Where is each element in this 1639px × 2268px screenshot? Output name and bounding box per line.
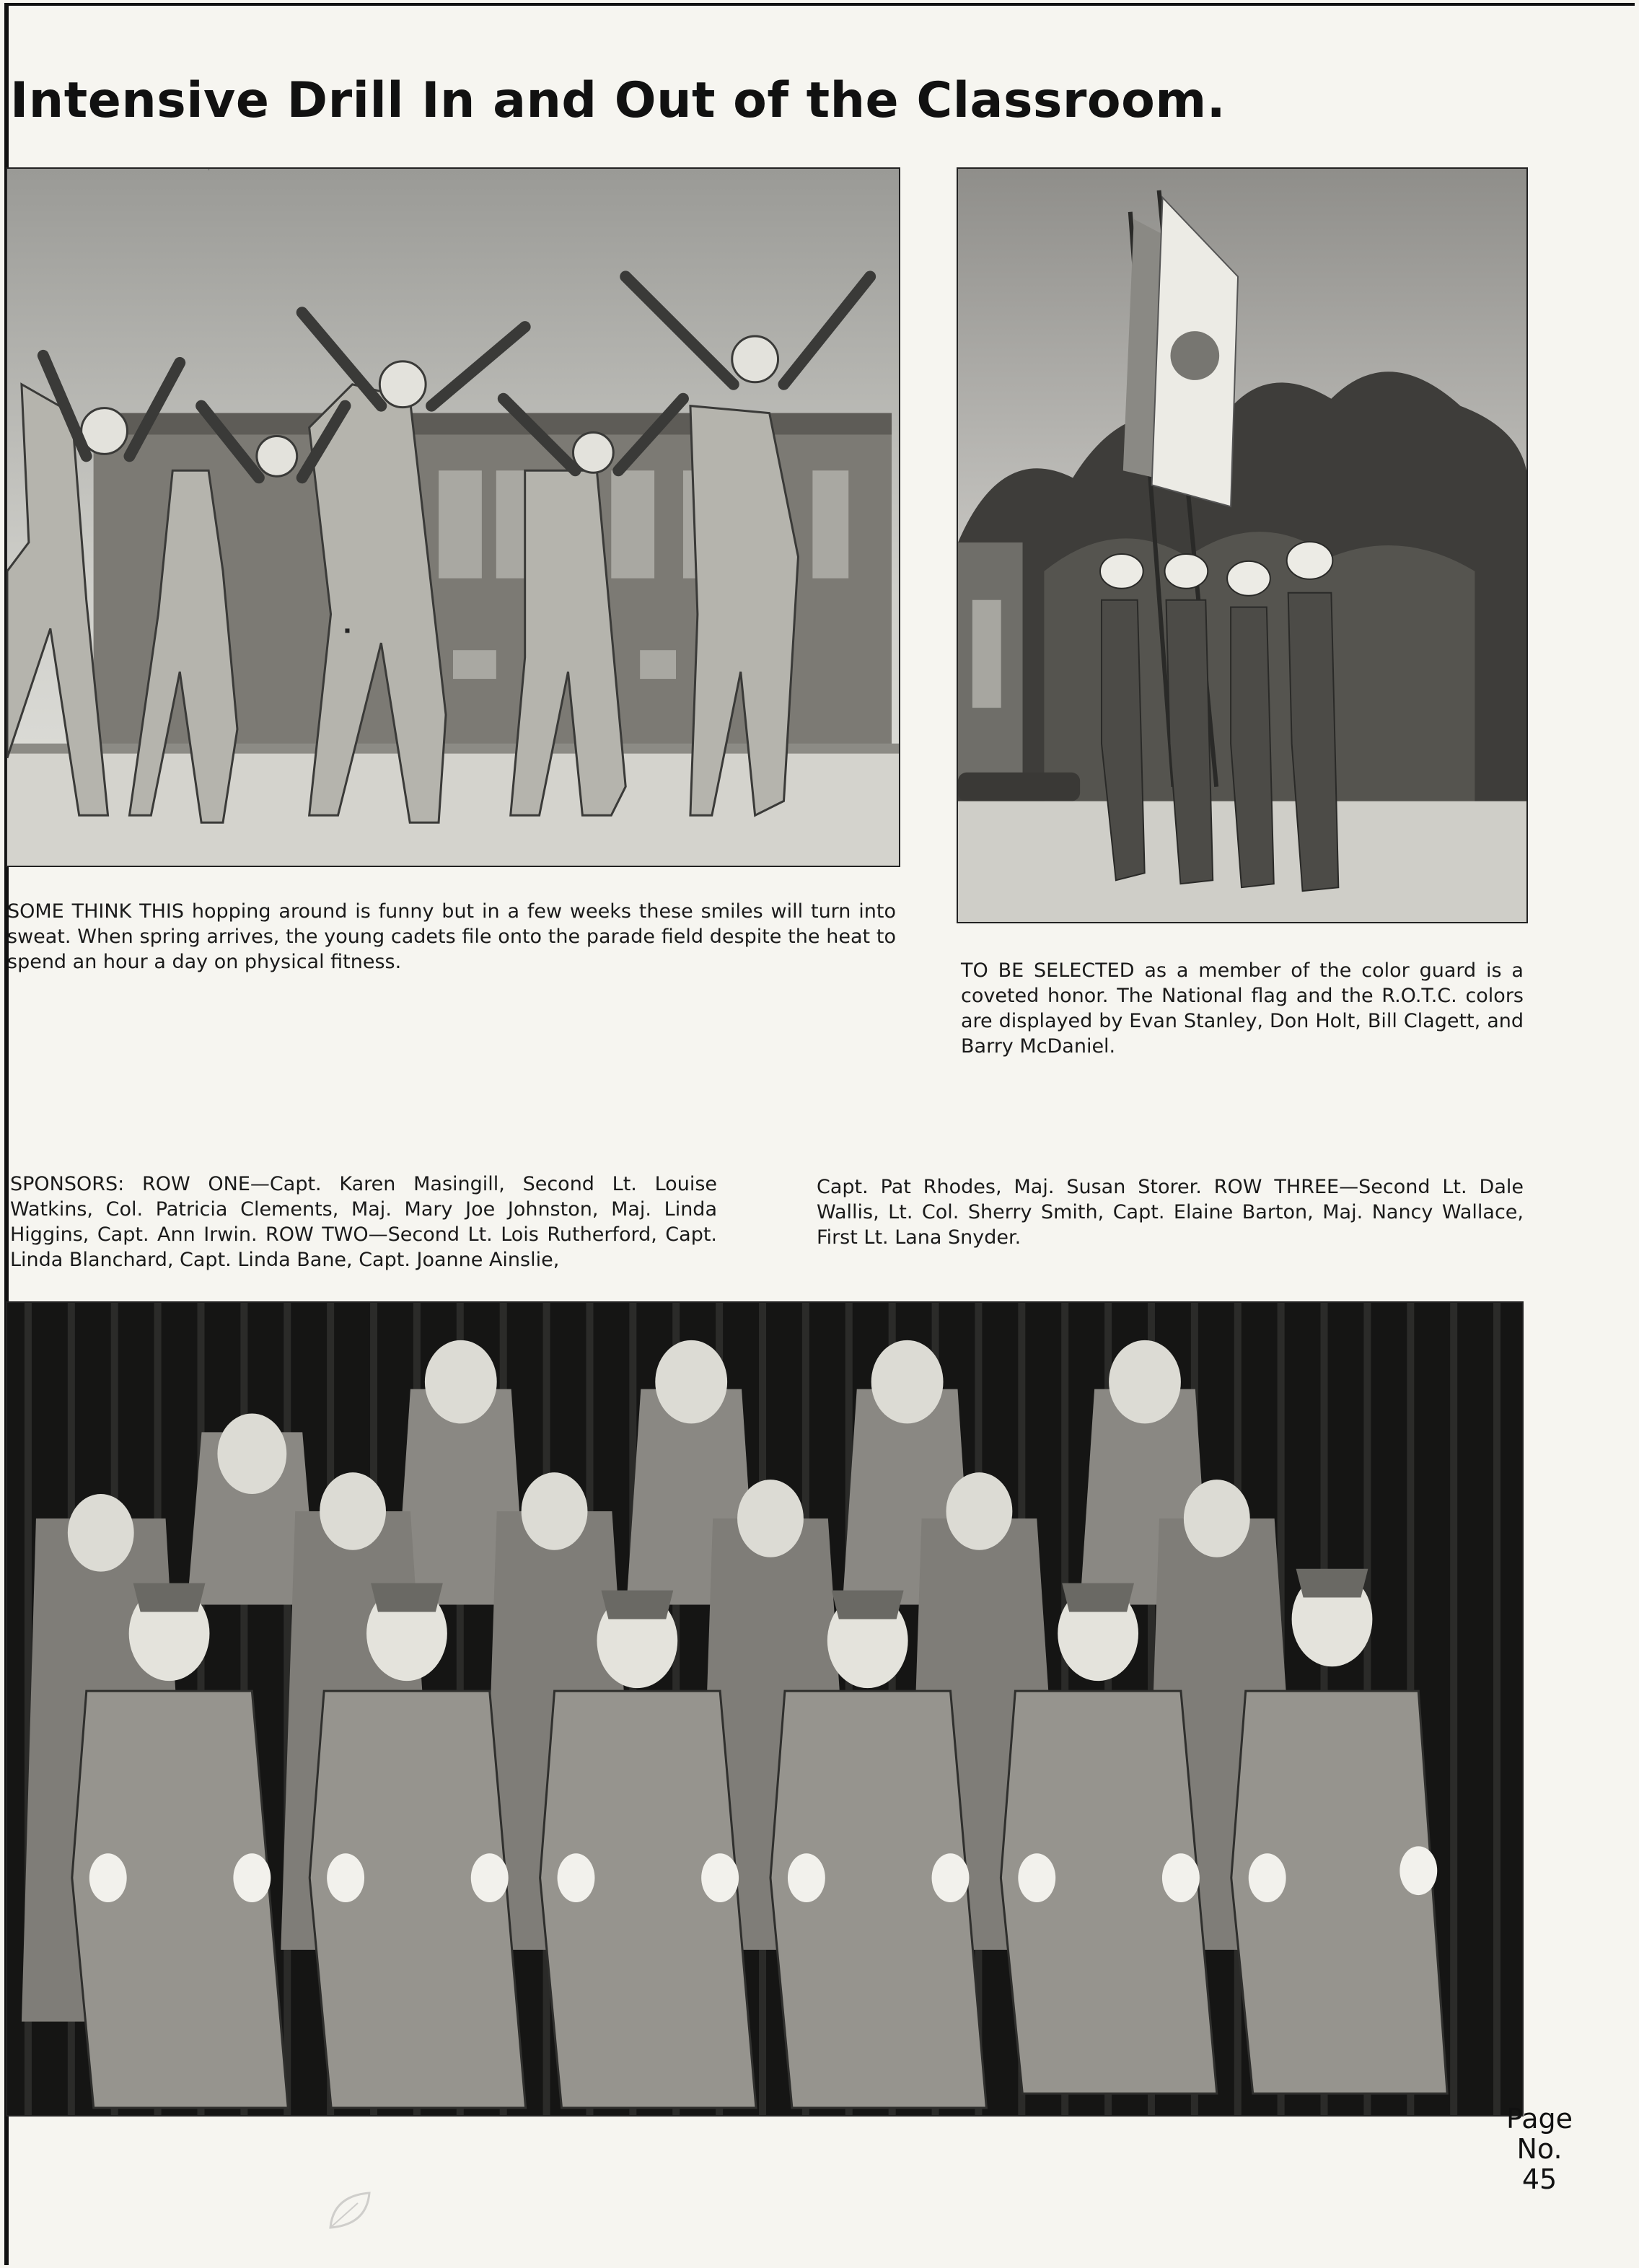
calisthenics-caption-body: hopping around is funny but in a few weeks these smiles will turn into sweat. When spring arrives, the young cadets file onto the parade field despite the heat to spend an hour a day on physical fitness. — [7, 900, 897, 973]
page-number — [1506, 2104, 1573, 2194]
sponsors-caption-right: Capt. Pat Rhodes, Maj. Susan Storer. ROW THREE—Second Lt. Dale Wallis, Lt. Col. Sherry Smith, Capt. Elaine Barton, Maj. Nancy Wallace, First Lt. Lana Snyder. — [817, 1176, 1524, 1249]
color-guard-photo-graphic — [958, 169, 1526, 922]
sponsors-photo-graphic — [7, 1303, 1522, 2115]
page-number-abbrev: No. — [1516, 2133, 1563, 2165]
calisthenics-caption-lead: SOME THINK THIS — [7, 900, 185, 923]
color-guard-caption-body: as a member of the color guard is a coveted honor. The National flag and the R.O.T.C. colors are displayed by Evan Stanley, Don Holt, Bill Clagett, and Barry McDaniel. — [961, 959, 1524, 1058]
leaf-icon — [326, 2189, 374, 2232]
color-guard-caption — [961, 958, 1524, 1059]
color-guard-photo — [957, 167, 1528, 923]
calisthenics-photo — [6, 167, 900, 867]
page-headline: Intensive Drill In and Out of the Classroom. — [10, 72, 1226, 129]
page-number-label: Page — [1506, 2103, 1573, 2135]
page-number-value: 45 — [1521, 2163, 1557, 2195]
sponsors-caption-left: SPONSORS: ROW ONE—Capt. Karen Masingill, Second Lt. Louise Watkins, Col. Patricia Clements, Maj. Mary Joe Johnston, Maj. Linda Higgins, Capt. Ann Irwin. ROW TWO—Second Lt. Lois Rutherford, Capt. Linda Blanchard, Capt. Linda Bane, Capt. Joanne Ainslie, — [10, 1173, 717, 1271]
calisthenics-photo-graphic — [7, 169, 899, 866]
color-guard-caption-lead: TO BE SELECTED — [961, 959, 1135, 982]
sponsors-photo — [6, 1301, 1524, 2117]
calisthenics-caption — [7, 899, 896, 975]
